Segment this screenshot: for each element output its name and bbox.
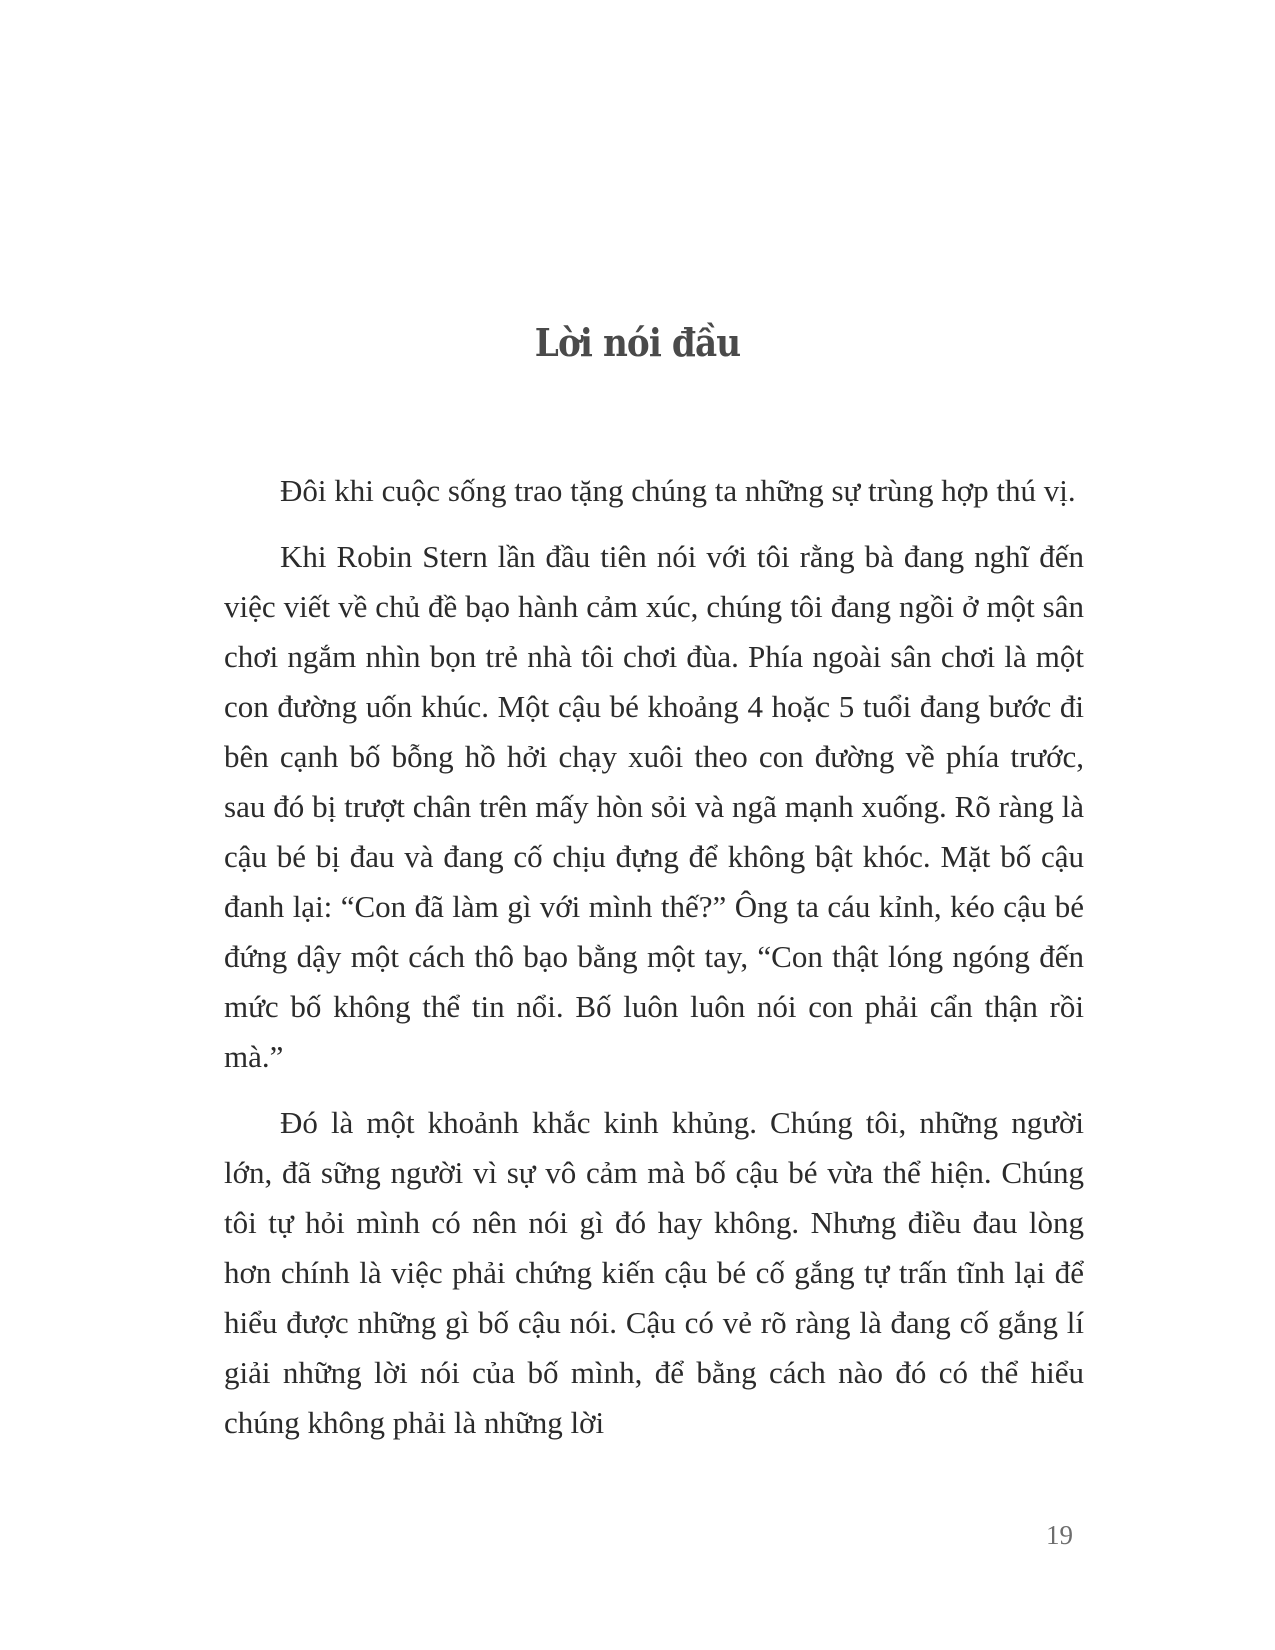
page-number: 19	[1046, 1520, 1073, 1550]
body-text	[224, 466, 1084, 1464]
chapter-title: Lời nói đầu	[534, 320, 741, 365]
paragraph: Đó là một khoảnh khắc kinh khủng. Chúng tôi, những người lớn, đã sững người vì sự vô cảm mà bố cậu bé vừa thể hiện. Chúng tôi tự hỏi mình có nên nói gì đó hay không. Nhưng điều đau lòng hơn chính là việc phải chứng kiến cậu bé cố gắng tự trấn tĩnh lại để hiểu được những gì bố cậu nói. Cậu có vẻ rõ ràng là đang cố gắng lí giải những lời nói của bố mình, để bằng cách nào đó có thể hiểu chúng không phải là những lời	[224, 1105, 1084, 1440]
paragraph: Khi Robin Stern lần đầu tiên nói với tôi rằng bà đang nghĩ đến việc viết về chủ đề bạo hành cảm xúc, chúng tôi đang ngồi ở một sân chơi ngắm nhìn bọn trẻ nhà tôi chơi đùa. Phía ngoài sân chơi là một con đường uốn khúc. Một cậu bé khoảng 4 hoặc 5 tuổi đang bước đi bên cạnh bố bỗng hồ hởi chạy xuôi theo con đường về phía trước, sau đó bị trượt chân trên mấy hòn sỏi và ngã mạnh xuống. Rõ ràng là cậu bé bị đau và đang cố chịu đựng để không bật khóc. Mặt bố cậu đanh lại: “Con đã làm gì với mình thế?” Ông ta cáu kỉnh, kéo cậu bé đứng dậy một cách thô bạo bằng một tay, “Con thật lóng ngóng đến mức bố không thể tin nổi. Bố luôn luôn nói con phải cẩn thận rồi mà.”	[224, 539, 1084, 1074]
paragraph: Đôi khi cuộc sống trao tặng chúng ta những sự trùng hợp thú vị.	[280, 473, 1076, 508]
